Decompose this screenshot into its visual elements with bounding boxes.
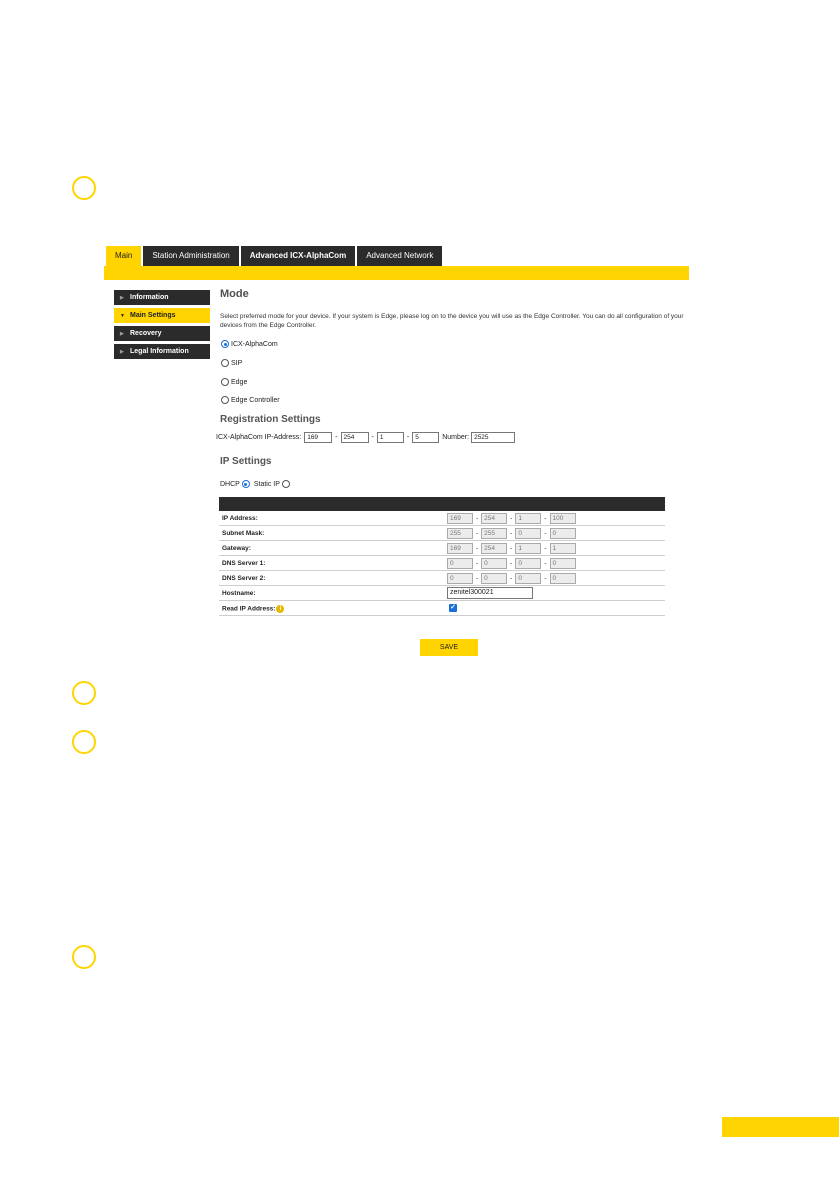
- read-ip-label: Read IP Address:: [222, 605, 276, 613]
- ip-octet-field: 0: [481, 558, 507, 569]
- ip-separator: -: [544, 515, 547, 522]
- number-label: Number:: [442, 434, 470, 441]
- ip-separator: -: [510, 545, 513, 552]
- row-label: Gateway:: [222, 545, 251, 552]
- row-label: DNS Server 2:: [222, 575, 266, 582]
- ip-octet-field: 0: [515, 573, 541, 584]
- mode-option-label: Edge: [231, 378, 248, 386]
- hostname-input[interactable]: zenitel300021: [447, 587, 533, 599]
- ip-octet-field: 0: [550, 528, 576, 539]
- ip-octet-field: 255: [481, 528, 507, 539]
- triangle-down-icon: ▼: [120, 313, 125, 319]
- sidebar-item-label: Main Settings: [130, 312, 176, 319]
- icx-ip-octet-3[interactable]: 1: [377, 432, 404, 443]
- registration-settings-heading: Registration Settings: [220, 414, 321, 425]
- static-ip-label: Static IP: [253, 480, 280, 488]
- tab-advanced-icx-alphacom[interactable]: Advanced ICX-AlphaCom: [241, 246, 355, 266]
- table-row-dns-server-1: [219, 556, 665, 571]
- icx-ip-octet-2[interactable]: 254: [341, 432, 369, 443]
- step-marker-1: [72, 176, 96, 200]
- tab-advanced-network[interactable]: Advanced Network: [357, 246, 442, 266]
- ip-octet-field: 0: [550, 558, 576, 569]
- page-footer-tab: [722, 1117, 839, 1137]
- ip-octet-field: 254: [481, 513, 507, 524]
- mode-option-sip[interactable]: [221, 359, 242, 367]
- ip-separator: -: [476, 575, 479, 582]
- ip-separator: -: [476, 560, 479, 567]
- sidebar-item-legal-information[interactable]: [114, 344, 210, 359]
- triangle-right-icon: ▶: [120, 295, 124, 301]
- ip-octet-field: 254: [481, 543, 507, 554]
- ip-octet-field: 1: [550, 543, 576, 554]
- table-header: [219, 497, 665, 511]
- table-row-dns-server-2: [219, 571, 665, 586]
- ip-octet-field: 0: [447, 558, 473, 569]
- table-row-gateway: [219, 541, 665, 556]
- mode-heading: Mode: [220, 288, 249, 300]
- ip-octet-field: 0: [550, 573, 576, 584]
- ip-octet-field: 169: [447, 513, 473, 524]
- sidebar-item-label: Legal Information: [130, 348, 189, 355]
- row-label: DNS Server 1:: [222, 560, 266, 567]
- sidebar: [114, 290, 210, 362]
- ip-separator: -: [510, 530, 513, 537]
- save-button[interactable]: SAVE: [420, 639, 478, 656]
- radio-button[interactable]: [221, 378, 229, 386]
- sidebar-item-label: Information: [130, 294, 169, 301]
- ip-separator: -: [510, 575, 513, 582]
- triangle-right-icon: ▶: [120, 331, 124, 337]
- sidebar-item-recovery[interactable]: [114, 326, 210, 341]
- ip-octet-field: 100: [550, 513, 576, 524]
- step-marker-4: [72, 945, 96, 969]
- ip-octet-field: 0: [515, 558, 541, 569]
- radio-button[interactable]: [221, 359, 229, 367]
- ip-separator: -: [335, 434, 338, 441]
- ip-octet-field: 169: [447, 543, 473, 554]
- ip-settings-heading: IP Settings: [220, 456, 272, 467]
- ip-separator: -: [371, 434, 374, 441]
- step-marker-2: [72, 681, 96, 705]
- table-row-ip-address: [219, 511, 665, 526]
- sidebar-item-label: Recovery: [130, 330, 162, 337]
- table-row-hostname: [219, 586, 665, 601]
- icx-ip-octet-1[interactable]: 169: [304, 432, 332, 443]
- ip-separator: -: [476, 530, 479, 537]
- ip-octet-field: 1: [515, 513, 541, 524]
- row-label: Subnet Mask:: [222, 530, 265, 537]
- ip-separator: -: [544, 530, 547, 537]
- ip-separator: -: [510, 560, 513, 567]
- ip-separator: -: [476, 515, 479, 522]
- mode-description: Select preferred mode for your device. If your system is Edge, please log on to the device you will use as the Edge Controller. You can do all configuration of your devices from the Edge Controller.: [220, 313, 684, 329]
- table-row-read-ip-address: [219, 601, 665, 616]
- ip-separator: -: [544, 545, 547, 552]
- mode-option-label: SIP: [231, 359, 243, 367]
- icx-ip-octet-4[interactable]: 5: [412, 432, 439, 443]
- table-row-subnet-mask: [219, 526, 665, 541]
- radio-button[interactable]: [221, 396, 229, 404]
- dhcp-label: DHCP: [220, 480, 240, 488]
- ip-octet-field: 0: [447, 573, 473, 584]
- mode-option-label: ICX-AlphaCom: [231, 340, 278, 348]
- mode-option-edge[interactable]: [221, 378, 247, 386]
- tab-bar: [104, 266, 689, 280]
- number-field[interactable]: 2525: [471, 432, 515, 443]
- row-label: IP Address:: [222, 515, 258, 522]
- icx-ip-label: ICX-AlphaCom IP-Address:: [216, 434, 302, 441]
- static-ip-radio-button[interactable]: [282, 480, 290, 488]
- address-mode-row: [220, 480, 292, 488]
- read-ip-checkbox[interactable]: ✓: [450, 604, 456, 611]
- ip-separator: -: [544, 575, 547, 582]
- ip-octet-field: 1: [515, 543, 541, 554]
- step-marker-3: [72, 730, 96, 754]
- row-label: Hostname:: [222, 590, 256, 597]
- dhcp-radio-button[interactable]: [242, 480, 250, 488]
- tab-main[interactable]: Main: [106, 246, 141, 266]
- ip-separator: -: [406, 434, 410, 441]
- sidebar-item-information[interactable]: [114, 290, 210, 305]
- ip-octet-field: 0: [515, 528, 541, 539]
- sidebar-item-main-settings[interactable]: [114, 308, 210, 323]
- ip-octet-field: 255: [447, 528, 473, 539]
- main-tabs: [106, 246, 444, 266]
- radio-button-checked[interactable]: [221, 340, 229, 348]
- ip-octet-field: 0: [481, 573, 507, 584]
- tab-station-administration[interactable]: Station Administration: [143, 246, 238, 266]
- mode-option-label: Edge Controller: [231, 396, 280, 404]
- ip-settings-table: [219, 497, 665, 616]
- registration-row: [216, 432, 515, 443]
- mode-option-icx-alphacom[interactable]: [221, 340, 278, 348]
- triangle-right-icon: ▶: [120, 349, 124, 355]
- ip-separator: -: [476, 545, 479, 552]
- mode-option-edge-controller[interactable]: [221, 396, 280, 404]
- ip-separator: -: [510, 515, 513, 522]
- ip-separator: -: [544, 560, 547, 567]
- row-label: [222, 605, 284, 613]
- info-icon[interactable]: i: [276, 605, 284, 613]
